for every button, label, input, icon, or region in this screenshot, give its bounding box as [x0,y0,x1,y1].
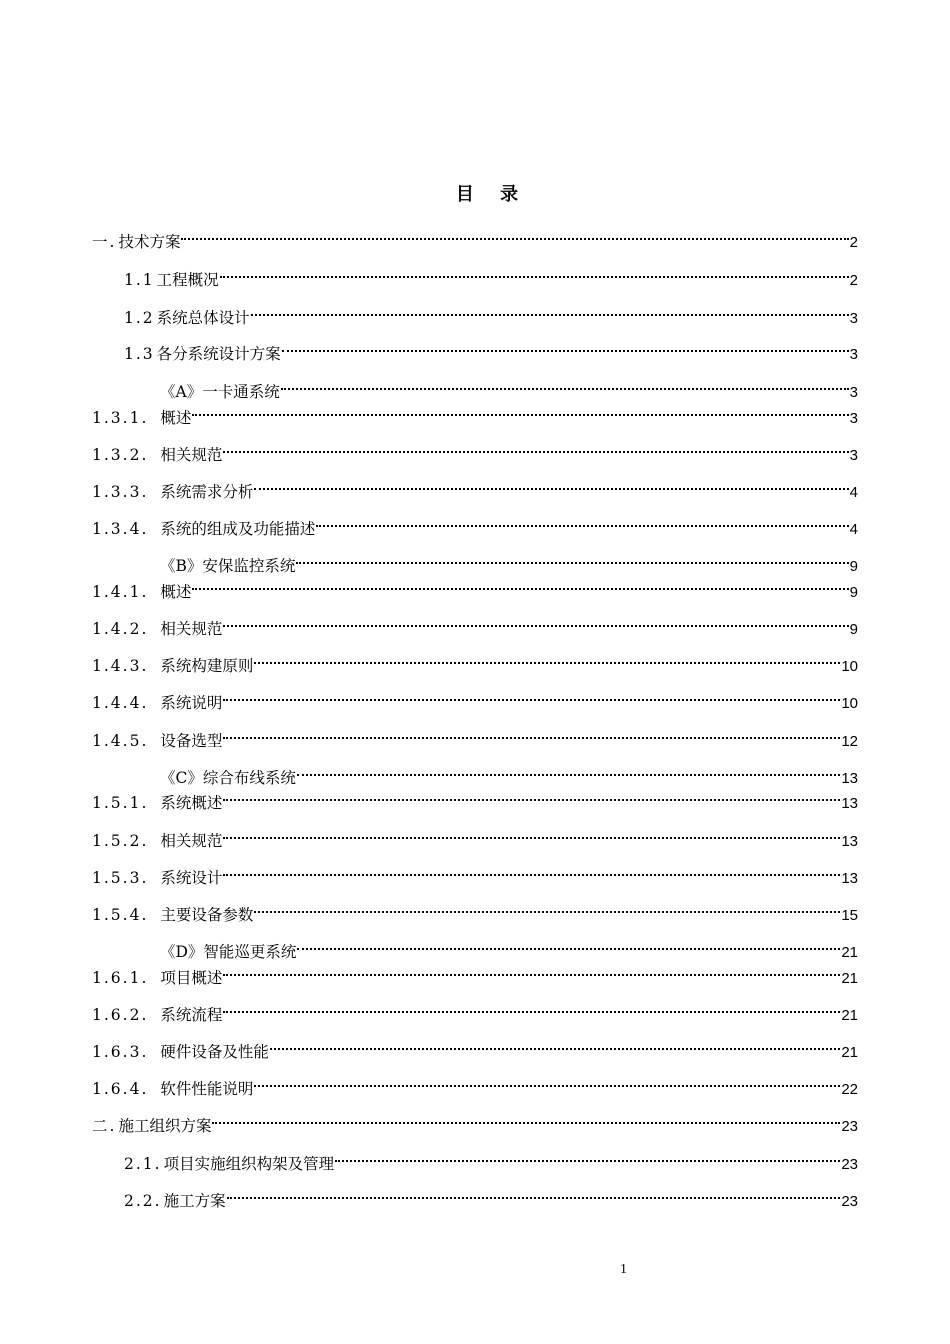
toc-entry-number: 1.5.2. [92,832,149,850]
toc-entry-label [92,1042,269,1062]
dot-leader [223,837,840,839]
toc-entry[interactable] [92,1116,858,1136]
dot-leader [223,974,840,976]
toc-entry-label [92,482,253,502]
toc-entry[interactable] [92,408,858,428]
toc-entry-number: 1.3.2. [92,446,149,464]
toc-entry-text: 施工方案 [163,1192,226,1210]
toc-entry-text: 各分系统设计方案 [156,345,281,363]
toc-entry-page: 10 [841,658,858,675]
toc-entry[interactable] [92,582,858,602]
toc-entry-label [124,270,219,290]
toc-entry-page: 13 [841,833,858,850]
toc-entry[interactable] [160,382,858,402]
toc-entry-label [92,519,315,539]
toc-entry-page: 23 [841,1118,858,1135]
dot-leader [223,625,848,627]
toc-entry-number: 1.4.3. [92,657,149,675]
toc-entry-text: 《B》安保监控系统 [160,557,296,575]
dot-leader [335,1160,840,1162]
toc-entry-page: 9 [849,558,858,575]
toc-entry-text: 系统需求分析 [160,483,254,501]
dot-leader [223,874,840,876]
toc-entry-label [92,693,222,713]
dot-leader [220,276,849,278]
dot-leader [316,525,848,527]
toc-entry-page: 2 [849,272,858,289]
toc-entry-text: 系统概述 [160,794,223,812]
toc-entry-text: 相关规范 [160,832,223,850]
toc-entry[interactable] [92,656,858,676]
toc-entry-page: 3 [849,310,858,327]
toc-entry-label [124,344,281,364]
toc-entry[interactable] [160,942,858,962]
dot-leader [223,1011,840,1013]
dot-leader [181,238,848,240]
toc-entry-text: 系统总体设计 [156,309,250,327]
dot-leader [282,350,849,352]
dot-leader [212,1122,840,1124]
toc-entry[interactable] [92,1005,858,1025]
toc-entry-label [92,1116,211,1136]
toc-entry[interactable] [92,831,858,851]
toc-entry[interactable] [92,1042,858,1062]
toc-entry-page: 13 [841,770,858,787]
toc-entry-page: 3 [849,447,858,464]
toc-entry-page: 23 [841,1156,858,1173]
toc-entry-number: 1.6.3. [92,1043,149,1061]
toc-entry-label [160,382,280,402]
toc-entry-text: 系统的组成及功能描述 [160,520,316,538]
toc-entry-label [160,556,295,576]
toc-entry-label [92,619,222,639]
toc-entry-number: 一. [92,233,117,251]
dot-leader [223,799,840,801]
toc-entry[interactable] [92,793,858,813]
toc-entry-page: 4 [849,521,858,538]
toc-entry-label [160,768,296,788]
toc-entry-number: 1.5.3. [92,869,149,887]
toc-entry-number: 2.2. [124,1192,162,1210]
toc-entry-label [92,731,222,751]
dot-leader [296,562,848,564]
toc-entry-label [92,1079,253,1099]
dot-leader [297,774,840,776]
toc-entry-text: 系统构建原则 [160,657,254,675]
toc-entry[interactable] [92,519,858,539]
toc-entry-text: 《D》智能巡更系统 [160,943,297,961]
dot-leader [227,1197,841,1199]
toc-entry-page: 3 [849,346,858,363]
toc-entry-text: 系统说明 [160,694,223,712]
toc-title: 目 录 [455,184,529,205]
dot-leader [297,948,840,950]
toc-entry[interactable] [92,445,858,465]
toc-entry[interactable] [92,482,858,502]
toc-entry-label [92,656,253,676]
toc-entry-label [92,831,222,851]
toc-entry[interactable] [92,868,858,888]
toc-entry[interactable] [124,270,858,290]
toc-entry[interactable] [160,768,858,788]
toc-entry-page: 12 [841,733,858,750]
toc-entry[interactable] [92,968,858,988]
toc-entry[interactable] [92,731,858,751]
toc-entry-number: 2.1. [124,1155,162,1173]
toc-entry[interactable] [124,1191,858,1211]
toc-entry-number: 1.6.1. [92,969,149,987]
toc-entry-text: 设备选型 [160,732,223,750]
dot-leader [251,314,849,316]
toc-entry-text: 概述 [160,583,192,601]
toc-entry-number: 1.3.1. [92,409,149,427]
toc-entry-number: 1.4.1. [92,583,149,601]
toc-entry-text: 《C》综合布线系统 [160,769,296,787]
toc-entry-label [92,408,191,428]
toc-entry-text: 工程概况 [156,271,219,289]
toc-entry-label [124,1154,334,1174]
dot-leader [192,414,848,416]
toc-entry-number: 1.5.1. [92,794,149,812]
toc-entry-number: 1.2 [124,309,155,327]
toc-entry-number: 1.3 [124,345,155,363]
toc-entry-number: 1.3.3. [92,483,149,501]
dot-leader [223,451,848,453]
toc-entry-text: 相关规范 [160,446,223,464]
toc-entry-page: 21 [841,1044,858,1061]
toc-entry[interactable] [124,344,858,364]
toc-entry-page: 2 [849,234,858,251]
toc-entry-page: 21 [841,944,858,961]
toc-entry-label [92,1005,222,1025]
toc-entry-page: 10 [841,695,858,712]
toc-entry-number: 1.4.4. [92,694,149,712]
toc-entry-page: 9 [849,584,858,601]
toc-entry-label [124,1191,226,1211]
toc-entry-label [92,232,180,252]
toc-entry-number: 1.3.4. [92,520,149,538]
dot-leader [270,1048,840,1050]
toc-entry-page: 13 [841,795,858,812]
toc-entry[interactable] [124,308,858,328]
toc-entry-label [92,905,253,925]
toc-entry-text: 系统流程 [160,1006,223,1024]
toc-entry-page: 4 [849,484,858,501]
toc-entry-label [92,968,222,988]
toc-entry-number: 1.6.4. [92,1080,149,1098]
toc-entry-text: 项目实施组织构架及管理 [163,1155,335,1173]
toc-entry-text: 项目概述 [160,969,223,987]
toc-entry-label [92,582,191,602]
toc-entry-label [92,868,222,888]
toc-entry-number: 二. [92,1117,117,1135]
toc-entry-text: 《A》一卡通系统 [160,383,280,401]
toc-entry-page: 23 [841,1193,858,1210]
toc-entry-page: 3 [849,384,858,401]
toc-entry-page: 13 [841,870,858,887]
toc-entry-page: 15 [841,907,858,924]
toc-entry[interactable] [92,693,858,713]
toc-entry-page: 22 [841,1081,858,1098]
toc-entry-text: 主要设备参数 [160,906,254,924]
toc-entry-label [92,793,222,813]
dot-leader [223,737,840,739]
toc-entry-number: 1.4.2. [92,620,149,638]
dot-leader [192,588,848,590]
toc-entry[interactable] [124,1154,858,1174]
toc-entry-label [92,445,222,465]
toc-entry[interactable] [92,232,858,252]
toc-entry-number: 1.4.5. [92,732,149,750]
toc-entry-text: 技术方案 [118,233,181,251]
page-number: 1 [620,1262,627,1277]
toc-entry[interactable] [92,619,858,639]
toc-entry-text: 相关规范 [160,620,223,638]
toc-entry-number: 1.5.4. [92,906,149,924]
dot-leader [254,911,840,913]
dot-leader [254,1085,840,1087]
toc-entry-label [160,942,296,962]
toc-entry-page: 9 [849,621,858,638]
toc-entry[interactable] [92,1079,858,1099]
toc-entry[interactable] [160,556,858,576]
toc-entry-number: 1.6.2. [92,1006,149,1024]
toc-entry-page: 21 [841,1007,858,1024]
dot-leader [281,388,849,390]
toc-entry-page: 3 [849,410,858,427]
toc-entry-text: 施工组织方案 [118,1117,212,1135]
toc-entry-number: 1.1 [124,271,155,289]
dot-leader [254,662,840,664]
toc-entry-text: 系统设计 [160,869,223,887]
toc-entry-text: 硬件设备及性能 [160,1043,269,1061]
dot-leader [223,699,840,701]
toc-entry-label [124,308,250,328]
toc-entry[interactable] [92,905,858,925]
dot-leader [254,488,848,490]
toc-entry-page: 21 [841,970,858,987]
toc-entry-text: 概述 [160,409,192,427]
toc-entry-text: 软件性能说明 [160,1080,254,1098]
